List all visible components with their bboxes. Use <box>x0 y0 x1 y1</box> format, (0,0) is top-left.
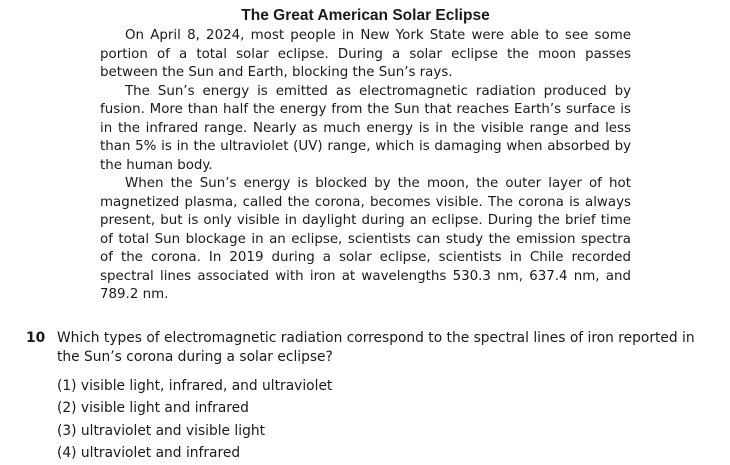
passage-paragraph-3: When the Sun’s energy is blocked by the moon, the outer layer of hot magnetized plasma, called the corona, becomes visible. The corona is always present, but is only visible in daylight during an eclipse. During the brief time of total Sun blockage in an eclipse, scientists can study the emission spectra of the corona. In 2019 during a solar eclipse, scientists in Chile recorded spectral lines associated with iron at wavelengths 530.3 nm, 637.4 nm, and 789.2 nm. <box>100 176 631 302</box>
passage-paragraph-2: The Sun’s energy is emitted as electromagnetic radiation produced by fusion. More than half the energy from the Sun that reaches Earth’s surface is in the infrared range. Nearly as much energy is in the visible range and less than 5% is in the ultraviolet (UV) range, which is damaging when absorbed by the human body. <box>100 83 631 173</box>
question-number: 10 <box>26 330 46 346</box>
answer-option-3[interactable]: (3) ultraviolet and visible light <box>57 422 266 439</box>
passage-paragraph-1: On April 8, 2024, most people in New York State were able to see some portion of a total solar eclipse. During a solar eclipse the moon passes between the Sun and Earth, blocking the Sun’s rays. <box>100 28 631 80</box>
answer-option-4[interactable]: (4) ultraviolet and infrared <box>57 444 241 461</box>
question-10 <box>26 329 706 464</box>
answer-option-2[interactable]: (2) visible light and infrared <box>57 400 249 417</box>
passage-title: The Great American Solar Eclipse <box>241 7 490 24</box>
reading-passage <box>100 6 631 305</box>
answer-option-1[interactable]: (1) visible light, infrared, and ultraviolet <box>57 378 333 394</box>
answer-options <box>57 375 706 464</box>
question-text: Which types of electromagnetic radiation correspond to the spectral lines of iron reported in the Sun’s corona during a solar eclipse? <box>57 330 695 365</box>
